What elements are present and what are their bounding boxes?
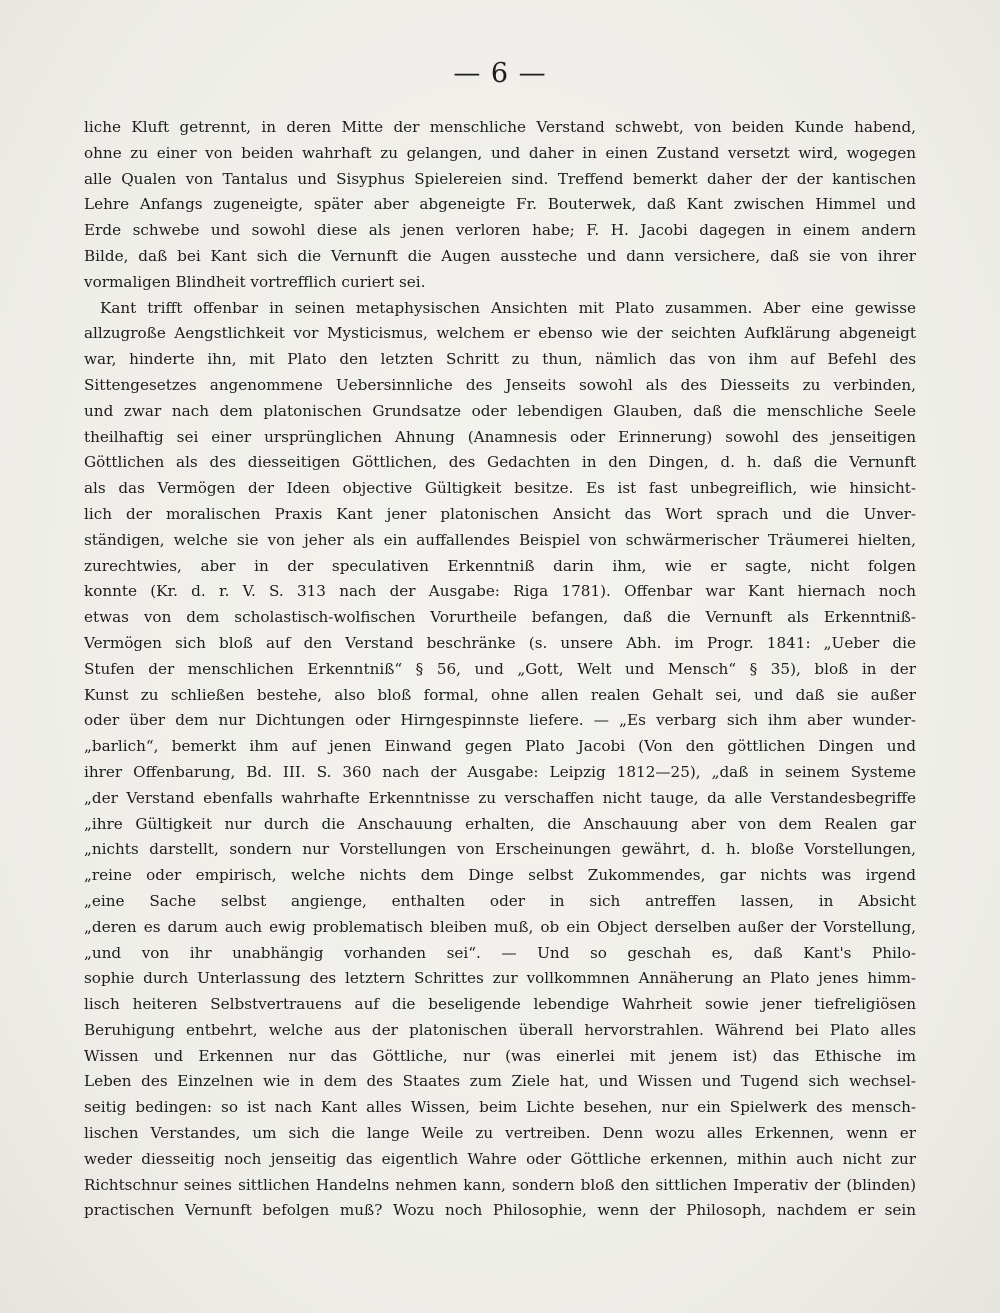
text-line: und zwar nach dem platonischen Grundsatze oder lebendigen Glauben, daß die menschliche Seele	[84, 401, 916, 420]
text-line: ohne zu einer von beiden wahrhaft zu gelangen, und daher in einen Zustand versetzt wird, wogegen	[84, 143, 916, 162]
text-line: theilhaftig sei einer ursprünglichen Ahnung (Anamnesis oder Erinnerung) sowohl des jenseitigen	[84, 427, 916, 446]
text-line: Kunst zu schließen bestehe, also bloß formal, ohne allen realen Gehalt sei, und daß sie außer	[84, 685, 916, 704]
text-line: ständigen, welche sie von jeher als ein auffallendes Beispiel von schwärmerischer Träumerei hielten,	[84, 530, 916, 549]
text-line: „nichts darstellt, sondern nur Vorstellungen von Erscheinungen gewährt, d. h. bloße Vorstellungen,	[84, 840, 916, 859]
text-line: alle Qualen von Tantalus und Sisyphus Spielereien sind. Treffend bemerkt daher der der kantischen	[84, 169, 916, 188]
text-line: „der Verstand ebenfalls wahrhafte Erkenntnisse zu verschaffen nicht tauge, da alle Verstandesbegriffe	[84, 788, 916, 807]
text-line: als das Vermögen der Ideen objective Gültigkeit besitze. Es ist fast unbegreiflich, wie hinsicht-	[84, 479, 916, 498]
page-number-header: — 6 —	[453, 58, 547, 89]
text-line: zurechtwies, aber in der speculativen Erkenntniß darin ihm, wie er sagte, nicht folgen	[84, 556, 916, 575]
text-line: vormaligen Blindheit vortrefflich curiert sei.	[84, 272, 426, 291]
text-line: liche Kluft getrennt, in deren Mitte der menschliche Verstand schwebt, von beiden Kunde habend,	[84, 118, 916, 136]
text-line: seitig bedingen: so ist nach Kant alles Wissen, beim Lichte besehen, nur ein Spielwerk des mensch-	[84, 1098, 916, 1117]
text-line: „barlich“, bemerkt ihm auf jenen Einwand gegen Plato Jacobi (Von den göttlichen Dingen und	[84, 737, 916, 756]
text-line: practischen Vernunft befolgen muß? Wozu noch Philosophie, wenn der Philosoph, nachdem er sein	[84, 1201, 916, 1220]
text-line: „und von ihr unabhängig vorhanden sei“. — Und so geschah es, daß Kant's Philo-	[84, 943, 916, 962]
text-line: Vermögen sich bloß auf den Verstand beschränke (s. unsere Abh. im Progr. 1841: „Ueber die	[84, 633, 916, 652]
text-line: sophie durch Unterlassung des letztern Schrittes zur vollkommnen Annäherung an Plato jenes himm-	[84, 969, 916, 988]
text-line: „deren es darum auch ewig problematisch bleiben muß, ob ein Object derselben außer der Vorstellung,	[84, 917, 916, 936]
text-line: Richtschnur seines sittlichen Handelns nehmen kann, sondern bloß den sittlichen Imperativ der (blinden)	[84, 1175, 916, 1194]
text-line: „reine oder empirisch, welche nichts dem Dinge selbst Zukommendes, gar nichts was irgend	[84, 866, 916, 885]
text-line: Lehre Anfangs zugeneigte, später aber abgeneigte Fr. Bouterwek, daß Kant zwischen Himmel und	[84, 195, 916, 214]
text-line: Erde schwebe und sowohl diese als jenen verloren habe; F. H. Jacobi dagegen in einem andern	[84, 221, 916, 240]
text-line: Wissen und Erkennen nur das Göttliche, nur (was einerlei mit jenem ist) das Ethische im	[84, 1046, 916, 1065]
text-line: oder über dem nur Dichtungen oder Hirngespinnste liefere. — „Es verbarg sich ihm aber wunder-	[84, 711, 916, 730]
text-line: lisch heiteren Selbstvertrauens auf die beseligende lebendige Wahrheit sowie jener tiefreligiösen	[84, 995, 916, 1014]
text-line: Kant trifft offenbar in seinen metaphysischen Ansichten mit Plato zusammen. Aber eine gewisse	[100, 298, 916, 317]
text-line: „eine Sache selbst angienge, enthalten oder in sich antreffen lassen, in Absicht	[84, 891, 916, 910]
text-line: Göttlichen als des diesseitigen Göttlichen, des Gedachten in den Dingen, d. h. daß die Vernunft	[84, 453, 916, 472]
text-line: Leben des Einzelnen wie in dem des Staates zum Ziele hat, und Wissen und Tugend sich wechsel-	[84, 1072, 916, 1091]
text-line: konnte (Kr. d. r. V. S. 313 nach der Ausgabe: Riga 1781). Offenbar war Kant hiernach noch	[84, 582, 916, 601]
text-line: ihrer Offenbarung, Bd. III. S. 360 nach der Ausgabe: Leipzig 1812—25), „daß in seinem Systeme	[84, 762, 916, 781]
text-line: Sittengesetzes angenommene Uebersinnliche des Jenseits sowohl als des Diesseits zu verbinden,	[84, 375, 916, 394]
text-line: war, hinderte ihn, mit Plato den letzten Schritt zu thun, nämlich das von ihm auf Befehl des	[84, 350, 916, 369]
text-line: weder diesseitig noch jenseitig das eigentlich Wahre oder Göttliche erkennen, mithin auch nicht zur	[84, 1149, 916, 1168]
text-line: Beruhigung entbehrt, welche aus der platonischen überall hervorstrahlen. Während bei Plato alles	[84, 1020, 916, 1039]
text-line: „ihre Gültigkeit nur durch die Anschauung erhalten, die Anschauung aber von dem Realen gar	[84, 814, 916, 833]
text-line: lischen Verstandes, um sich die lange Weile zu vertreiben. Denn wozu alles Erkennen, wenn er	[84, 1124, 916, 1143]
text-line: Stufen der menschlichen Erkenntniß“ § 56, und „Gott, Welt und Mensch“ § 35), bloß in der	[84, 659, 916, 678]
text-line: allzugroße Aengstlichkeit vor Mysticismus, welchem er ebenso wie der seichten Aufklärung abgeneigt	[84, 324, 916, 343]
body-text	[84, 115, 916, 1224]
text-line: etwas von dem scholastisch-wolfischen Vorurtheile befangen, daß die Vernunft als Erkenntniß-	[84, 608, 916, 627]
text-line: Bilde, daß bei Kant sich die Vernunft die Augen aussteche und dann versichere, daß sie von ihrer	[84, 246, 916, 265]
text-line: lich der moralischen Praxis Kant jener platonischen Ansicht das Wort sprach und die Unver-	[84, 504, 916, 523]
